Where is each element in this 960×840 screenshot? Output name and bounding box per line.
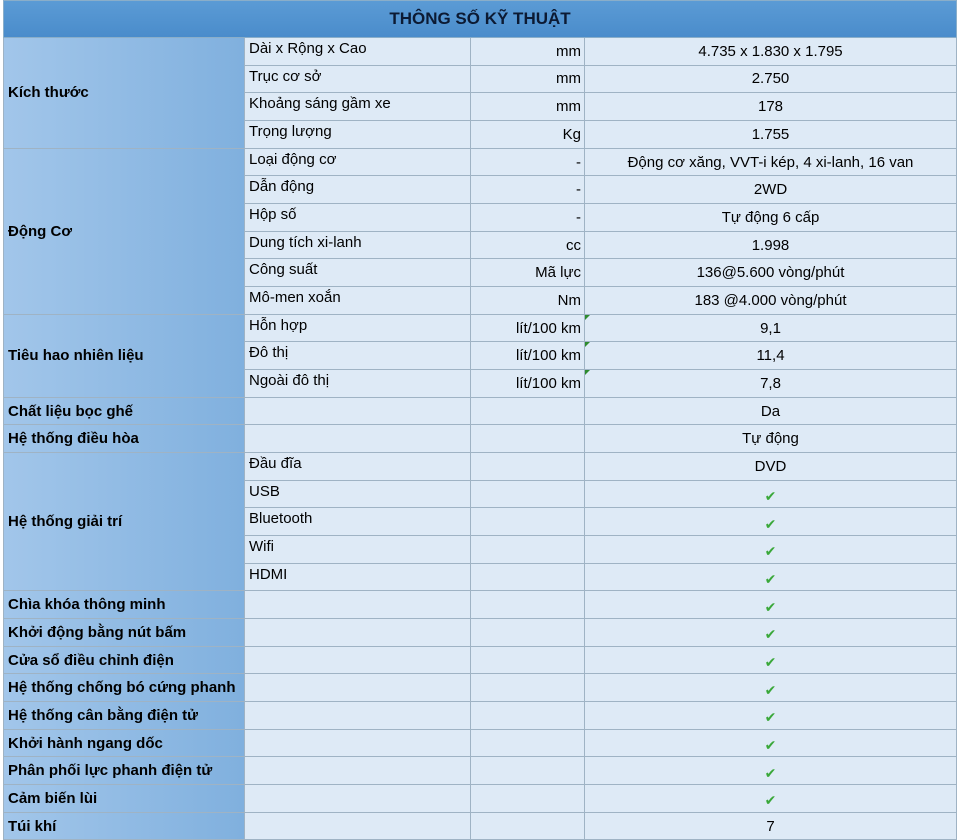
param-cell: Công suất [245,259,471,287]
param-cell: Ngoài đô thị [245,370,471,398]
unit-cell [471,702,585,730]
group-label-khoi-dong-bang-nut-bam: Khởi động bằng nút bấm [3,619,245,647]
param-cell [245,619,471,647]
value-cell [585,730,957,758]
unit-cell: Kg [471,121,585,149]
value-cell [585,591,957,619]
check-mark-icon: ✔ [764,654,777,671]
unit-cell [471,453,585,481]
group-label-cua-so-dieu-chinh-dien: Cửa sổ điều chỉnh điện [3,647,245,675]
param-cell: Khoảng sáng gầm xe [245,93,471,121]
unit-cell: lít/100 km [471,315,585,343]
param-cell [245,730,471,758]
group-label-phan-phoi-luc-phanh-dien-tu: Phân phối lực phanh điện tử [3,757,245,785]
check-mark-icon: ✔ [764,709,777,726]
unit-cell: - [471,149,585,177]
unit-cell [471,785,585,813]
value-cell: 2.750 [585,66,957,94]
check-mark-icon: ✔ [764,515,777,532]
group-label-dong-co: Động Cơ [3,149,245,315]
check-mark-icon: ✔ [764,681,777,698]
unit-cell [471,425,585,453]
unit-cell [471,757,585,785]
check-mark-icon: ✔ [764,571,777,588]
unit-cell [471,508,585,536]
group-label-chat-lieu-boc-ghe: Chất liệu bọc ghế [3,398,245,426]
param-cell [245,813,471,840]
param-cell: Đầu đĩa [245,453,471,481]
unit-cell: Mã lực [471,259,585,287]
unit-cell [471,398,585,426]
check-mark-icon: ✔ [764,543,777,560]
param-cell: Dẫn động [245,176,471,204]
group-label-tieu-hao-nhien-lieu: Tiêu hao nhiên liệu [3,315,245,398]
unit-cell [471,730,585,758]
value-cell [585,481,957,509]
unit-cell: mm [471,66,585,94]
value-cell: 2WD [585,176,957,204]
unit-cell: lít/100 km [471,342,585,370]
group-label-chia-khoa-thong-minh: Chìa khóa thông minh [3,591,245,619]
check-mark-icon: ✔ [764,792,777,809]
param-cell: Bluetooth [245,508,471,536]
check-mark-icon: ✔ [764,598,777,615]
value-cell: 7 [585,813,957,840]
value-cell: 4.735 x 1.830 x 1.795 [585,38,957,66]
value-cell: 178 [585,93,957,121]
value-cell: Da [585,398,957,426]
unit-cell [471,564,585,592]
param-cell: Hộp số [245,204,471,232]
value-cell: Động cơ xăng, VVT-i kép, 4 xi-lanh, 16 van [585,149,957,177]
value-cell: 1.998 [585,232,957,260]
unit-cell [471,619,585,647]
param-cell [245,785,471,813]
value-cell: 136@5.600 vòng/phút [585,259,957,287]
param-cell [245,674,471,702]
value-cell: 9,1 [585,315,957,343]
value-cell: DVD [585,453,957,481]
value-cell [585,508,957,536]
param-cell: Trọng lượng [245,121,471,149]
param-cell: HDMI [245,564,471,592]
unit-cell: cc [471,232,585,260]
check-mark-icon: ✔ [764,737,777,754]
group-label-tui-khi: Túi khí [3,813,245,840]
value-cell: 7,8 [585,370,957,398]
unit-cell [471,813,585,840]
unit-cell [471,647,585,675]
value-cell: Tự động [585,425,957,453]
unit-cell: lít/100 km [471,370,585,398]
group-label-kich-thuoc: Kích thước [3,38,245,149]
unit-cell: - [471,204,585,232]
unit-cell: Nm [471,287,585,315]
param-cell [245,647,471,675]
table-title-text: THÔNG SỐ KỸ THUẬT [389,9,571,28]
param-cell: Dung tích xi-lanh [245,232,471,260]
unit-cell: mm [471,38,585,66]
value-cell: 183 @4.000 vòng/phút [585,287,957,315]
unit-cell [471,674,585,702]
param-cell [245,757,471,785]
check-mark-icon: ✔ [764,626,777,643]
value-cell: 1.755 [585,121,957,149]
unit-cell: mm [471,93,585,121]
param-cell [245,398,471,426]
value-cell [585,619,957,647]
value-cell [585,702,957,730]
group-label-he-thong-dieu-hoa: Hệ thống điều hòa [3,425,245,453]
param-cell [245,591,471,619]
param-cell: Trục cơ sở [245,66,471,94]
param-cell: Wifi [245,536,471,564]
value-cell [585,674,957,702]
param-cell: Mô-men xoắn [245,287,471,315]
param-cell [245,425,471,453]
check-mark-icon: ✔ [764,488,777,505]
check-mark-icon: ✔ [764,764,777,781]
table-title [3,0,957,38]
param-cell: Dài x Rộng x Cao [245,38,471,66]
param-cell: Hỗn hợp [245,315,471,343]
value-cell: 11,4 [585,342,957,370]
value-cell [585,647,957,675]
unit-cell [471,536,585,564]
group-label-khoi-hanh-ngang-doc: Khởi hành ngang dốc [3,730,245,758]
unit-cell: - [471,176,585,204]
value-cell [585,785,957,813]
param-cell [245,702,471,730]
group-label-cam-bien-lui: Cảm biến lùi [3,785,245,813]
group-label-he-thong-can-bang-dien-tu: Hệ thống cân bằng điện tử [3,702,245,730]
unit-cell [471,591,585,619]
group-label-he-thong-giai-tri: Hệ thống giải trí [3,453,245,591]
param-cell: Loại động cơ [245,149,471,177]
value-cell: Tự động 6 cấp [585,204,957,232]
unit-cell [471,481,585,509]
value-cell [585,536,957,564]
value-cell [585,564,957,592]
param-cell: Đô thị [245,342,471,370]
group-label-he-thong-chong-bo-cung-phanh: Hệ thống chống bó cứng phanh [3,674,245,702]
param-cell: USB [245,481,471,509]
value-cell [585,757,957,785]
